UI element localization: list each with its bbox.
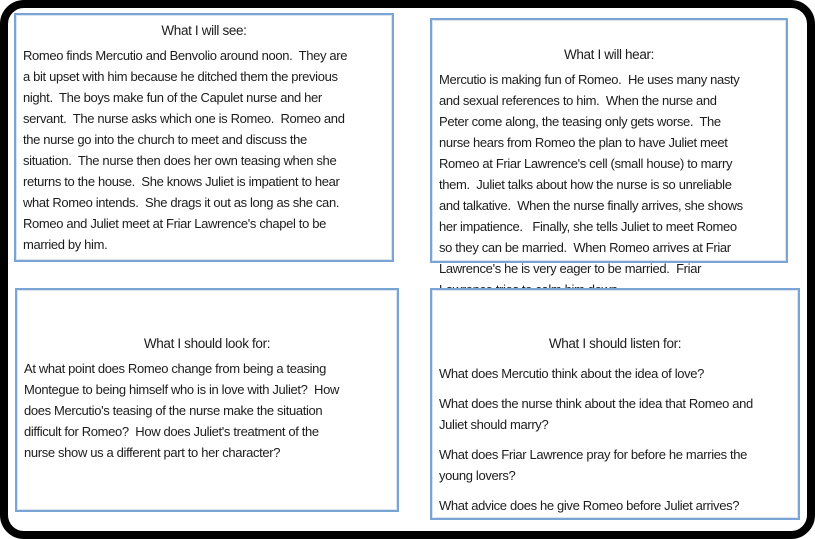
box-question-2: What does the nurse think about the idea that Romeo and Juliet should marry? (439, 396, 753, 432)
box-body-see: Romeo finds Mercutio and Benvolio around noon. They are a bit upset with him because he ditched them the previous night. The boys make fun of the Capulet nurse and her servant. The nurse asks which one is Romeo. Romeo and the nurse go into the church to meet and discuss the situation. The nurse then does her own teasing when she returns to the house. She knows Juliet is impatient to hear what Romeo intends. She drags it out as long as she can. Romeo and Juliet meet at Friar Lawrence's chapel to be married by him. (23, 48, 348, 252)
quadrant-what-i-will-hear (430, 18, 788, 276)
box-title-listen: What I should listen for: (548, 336, 682, 351)
box-question-3: What does Friar Lawrence pray for before he marries the young lovers? (439, 447, 748, 483)
box-title-hear: What I will hear: (563, 47, 655, 62)
quadrant-what-i-will-see (14, 13, 394, 262)
box-question-1: What does Mercutio think about the idea of love? (439, 366, 705, 381)
box-title-see: What I will see: (161, 23, 247, 38)
box-title-look: What I should look for: (143, 336, 271, 351)
box-body-look: At what point does Romeo change from being a teasing Montegue to being himself who is in love with Juliet? How does Mercutio's teasing of the nurse make the situation difficult for Romeo? How does Juliet's treatment of the nurse show us a different part to her character? (24, 361, 339, 460)
quadrant-what-i-should-look-for (15, 288, 399, 512)
box-body-hear: Mercutio is making fun of Romeo. He uses many nasty and sexual references to him. When the nurse and Peter come along, the teasing only gets worse. The nurse hears from Romeo the plan to have Juliet meet Romeo at Friar Lawrence's cell (small house) to marry them. Juliet talks about how the nurse is so unreliable and talkative. When the nurse finally arrives, she shows her impatience. Finally, she tells Juliet to meet Romeo so they can be married. When Romeo arrives at Friar Lawrence's he is very eager to be married. Friar (439, 72, 743, 276)
box-question-4: What advice does he give Romeo before Juliet arrives? (439, 498, 740, 513)
quadrant-what-i-should-listen-for (430, 288, 800, 520)
